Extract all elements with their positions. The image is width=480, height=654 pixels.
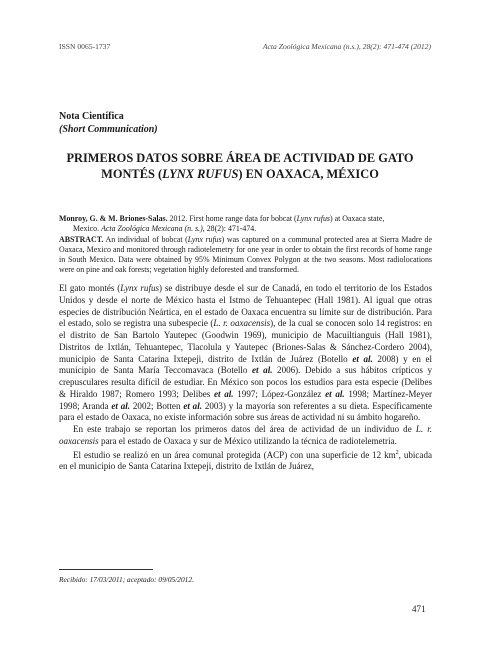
paragraph-1: El gato montés (Lynx rufus) se distribuye desde el sur de Canadá, en todo el territorio de los Estados Unidos y desde el norte de México hasta el Istmo de Tehuantepec (Hall 1981). Al igual que otras especies de distribución Neártica, en el estado de Oaxaca encuentra su límite sur de distribución. Para el estado, solo se registra una subespecie (L. r. oaxacensis), de la cual se conocen solo 14 registros: en el distrito de San Bartolo Yautepec (Goodwin 1969), municipio de Macuiltianguis (Hall 1981), Distritos de Ixtlán, Tehuantepec, Tlacolula y Yautepec (Briones-Salas & Sánchez-Cordero 2004), municipio de Santa Catarina Ixtepeji, distrito de Ixtlán de Juárez (Botello et al. 2008) y en el municipio de Santa María Teccomavaca (Botello et al. 2006). Debido a sus hábitos crípticos y crepusculares resulta difícil de estudiar. En México son pocos los estudios para esta especie (Delibes & Hiraldo 1987; Romero 1993; Delibes et al. 1997; López-González et al. 1998; Martínez-Meyer 1998; Aranda et al. 2002; Botten et al. 2003) y la mayoría son referentes a su dieta. Específicamente para el estado de Oaxaca, no existe información sobre sus áreas de actividad ni su ámbito hogareño. [59,283,433,423]
citation-authors: Monroy, G. & M. Briones-Salas. [59,214,168,223]
note-type-english: (Short Communication) [59,124,158,135]
running-header [59,42,431,54]
article-title [40,150,440,182]
note-type: Nota Científica [59,111,124,122]
journal-citation: Acta Zoológica Mexicana (n.s.), 28(2): 471-474 (2012) [262,42,431,51]
citation: Monroy, G. & M. Briones-Salas. 2012. First home range data for bobcat (Lynx rufus) at Oaxaca state, Mexico. Acta Zoológica Mexicana (n. s.), 28(2): 471-474. [59,214,385,234]
footnote-rule [59,569,153,570]
received-accepted-note: Recibido: 17/03/2011; aceptado: 09/05/2012. [59,575,194,584]
title-line-1: PRIMEROS DATOS SOBRE ÁREA DE ACTIVIDAD DE GATO [66,151,414,165]
abstract: ABSTRACT. An individual of bobcat (Lynx rufus) was captured on a communal protected area at Sierra Madre de Oaxaca, Mexico and monitored through radiotelemetry for one year in order to obtain the first records of home range in South Mexico. Data were obtained by 95% Minimum Convex Polygon at the two seasons. Most radiolocations were on pine and oak forests; vegetation highly deforested and transformed. [59,235,432,275]
abstract-label: ABSTRACT. [59,235,104,244]
title-line-2: MONTÉS (LYNX RUFUS) EN OAXACA, MÉXICO [101,167,379,181]
page-number: 471 [412,604,426,614]
body-text [59,283,432,473]
issn: ISSN 0065-1737 [59,42,111,51]
paragraph-3: El estudio se realizó en un área comunal protegida (ACP) con una superficie de 12 $km^2$, ubicada en el municipio de Santa Catarina Ixtepeji, distrito de Ixtlán de Juárez, [59,449,432,472]
paragraph-2: En este trabajo se reportan los primeros datos del área de actividad de un individuo de L. r. oaxacensis para el estado de Oaxaca y sur de México utilizando la técnica de radiotelemetría. [59,424,432,446]
